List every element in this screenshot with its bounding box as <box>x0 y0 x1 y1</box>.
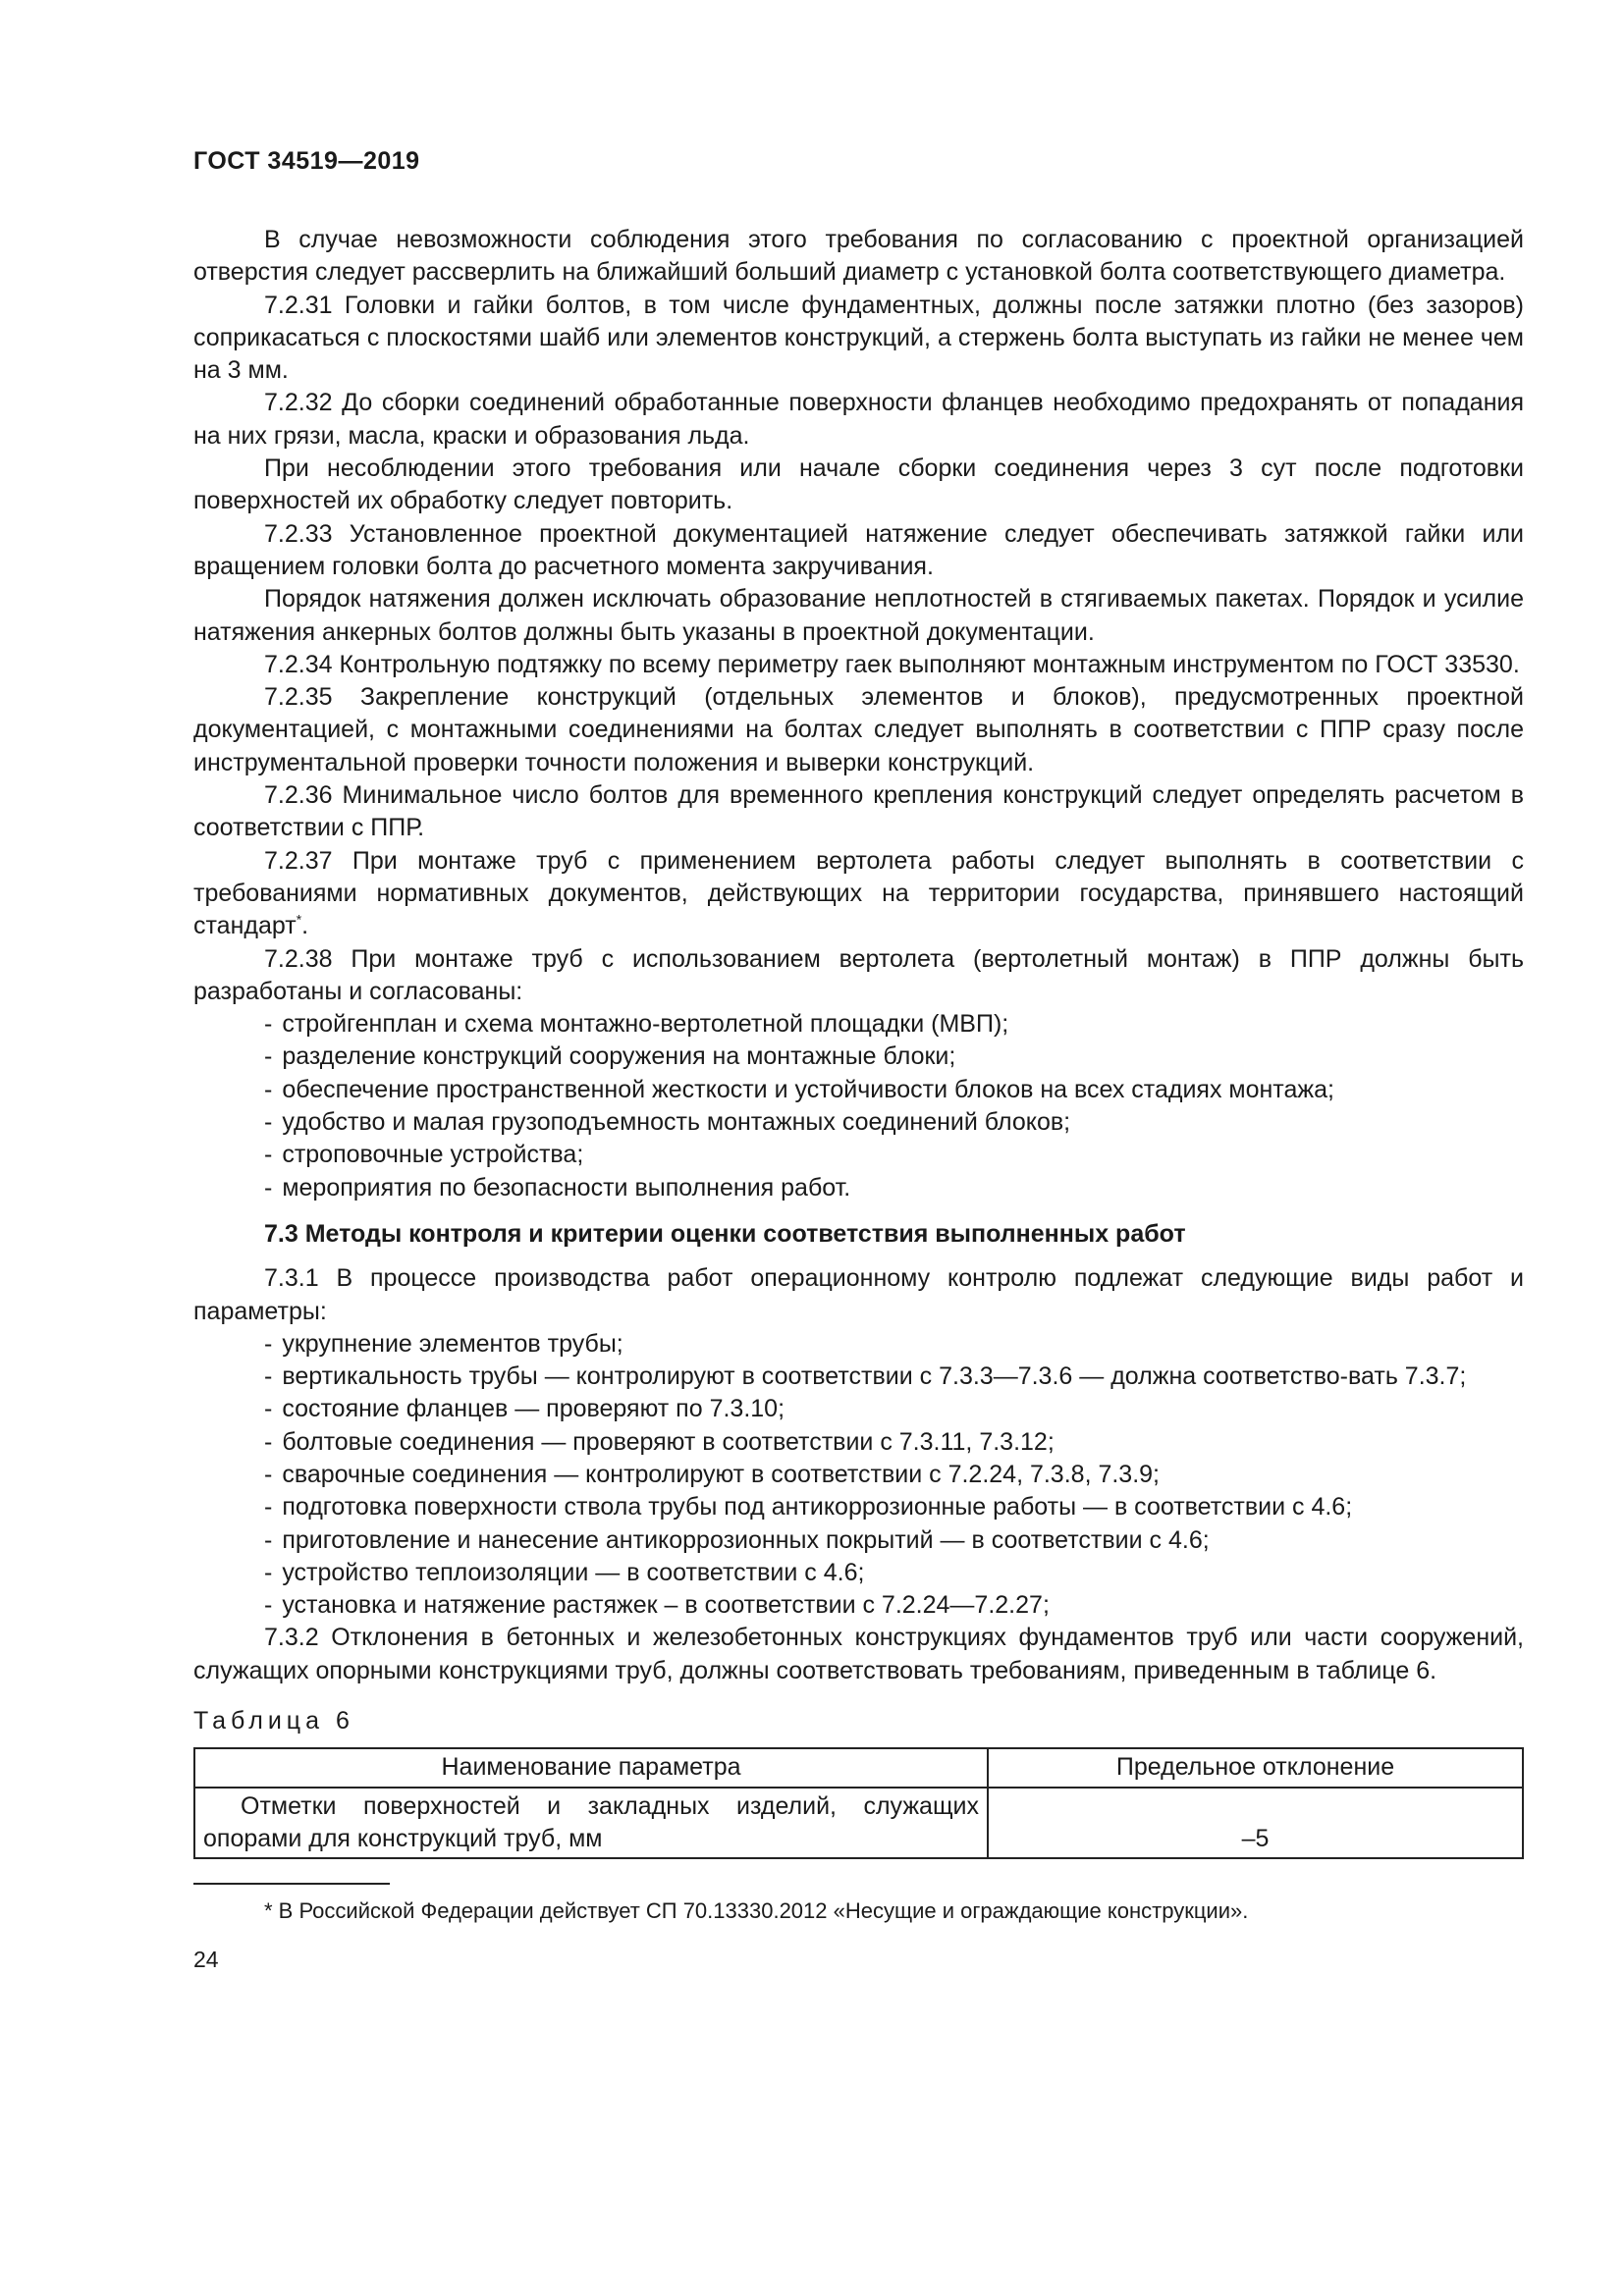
paragraph-7-2-37: 7.2.37 При монтаже труб с применением вертолета работы следует выполнять в соответствии с требованиями нормативных документов, действующих на территории государства, принявшего настоящий стандарт*. <box>193 846 1524 940</box>
paragraph: 7.3.2 Отклонения в бетонных и железобетонных конструкциях фундаментов труб или части сооружений, служащих опорными конструкциями труб, должны соответствовать требованиям, приведенным в таблице 6. <box>193 1624 1524 1684</box>
list-item: - вертикальность трубы — контролируют в соответствии с 7.3.3—7.3.6 — должна соответство-вать 7.3.7; <box>264 1362 1467 1391</box>
paragraph: 7.2.33 Установленное проектной документацией натяжение следует обеспечивать затяжкой гайки или вращением головки болта до расчетного момента закручивания. <box>193 519 1524 580</box>
list-item: - удобство и малая грузоподъемность монтажных соединений блоков; <box>264 1108 1071 1137</box>
list-item: - установка и натяжение растяжек – в соответствии с 7.2.24—7.2.27; <box>264 1591 1050 1620</box>
paragraph: Порядок натяжения должен исключать образование неплотностей в стягиваемых пакетах. Порядок и усилие натяжения анкерных болтов должны быть указаны в проектной документации. <box>193 585 1524 646</box>
table-6 <box>193 1747 1524 1859</box>
paragraph: 7.3.1 В процессе производства работ операционному контролю подлежат следующие виды работ и параметры: <box>193 1264 1524 1325</box>
paragraph: 7.2.36 Минимальное число болтов для временного крепления конструкций следует определять расчетом в соответствии с ППР. <box>193 781 1524 842</box>
paragraph: 7.2.32 До сборки соединений обработанные поверхности фланцев необходимо предохранять от попадания на них грязи, масла, краски и образования льда. <box>193 389 1524 450</box>
page-number: 24 <box>193 1946 219 1972</box>
paragraph: 7.2.34 Контрольную подтяжку по всему периметру гаек выполняют монтажным инструментом по ГОСТ 33530. <box>264 650 1520 678</box>
table-header-row <box>194 1748 1523 1787</box>
paragraph: 7.2.38 При монтаже труб с использованием вертолета (вертолетный монтаж) в ППР должны быть разработаны и согласованы: <box>193 944 1524 1005</box>
paragraph: 7.2.35 Закрепление конструкций (отдельных элементов и блоков), предусмотренных проектной документацией, с монтажными соединениями на болтах следует выполнять в соответствии с ППР сразу после инструментальной проверки точности положения и выверки конструкций. <box>193 683 1524 776</box>
paragraph: При несоблюдении этого требования или начале сборки соединения через 3 сут после подготовки поверхностей их обработку следует повторить. <box>193 454 1524 515</box>
list-item: - состояние фланцев — проверяют по 7.3.10; <box>264 1395 785 1423</box>
footnote-divider <box>193 1883 390 1885</box>
paragraph: 7.2.31 Головки и гайки болтов, в том числе фундаментных, должны после затяжки плотно (без зазоров) соприкасаться с плоскостями шайб или элементов конструкций, а стержень болта выступать из гайки не менее чем на 3 мм. <box>193 291 1524 385</box>
list-item: - приготовление и нанесение антикоррозионных покрытий — в соответствии с 4.6; <box>264 1525 1210 1554</box>
list-item: - подготовка поверхности ствола трубы под антикоррозионные работы — в соответствии с 4.6; <box>264 1493 1353 1522</box>
footnote-marker: * <box>296 911 302 928</box>
section-title: 7.3 Методы контроля и критерии оценки соответствия выполненных работ <box>264 1219 1186 1248</box>
footnote: * В Российской Федерации действует СП 70.13330.2012 «Несущие и ограждающие конструкции». <box>264 1898 1249 1924</box>
list-item: - болтовые соединения — проверяют в соответствии с 7.3.11, 7.3.12; <box>264 1427 1055 1456</box>
table-header-cell: Предельное отклонение <box>988 1748 1523 1787</box>
list-item: - устройство теплоизоляции — в соответствии с 4.6; <box>264 1558 865 1586</box>
list-b <box>193 1328 1524 1623</box>
list-item: - укрупнение элементов трубы; <box>264 1329 623 1358</box>
list-item: - сварочные соединения — контролируют в соответствии с 7.2.24, 7.3.8, 7.3.9; <box>264 1460 1161 1488</box>
table-caption: Таблица 6 <box>193 1707 354 1735</box>
document-header: ГОСТ 34519—2019 <box>193 147 420 175</box>
list-item: - обеспечение пространственной жесткости и устойчивости блоков на всех стадиях монтажа; <box>264 1075 1334 1103</box>
document-body <box>193 224 1524 1976</box>
table-cell: Отметки поверхностей и закладных изделий, служащих опорами для конструкций труб, мм <box>194 1788 988 1859</box>
list-item: - стройгенплан и схема монтажно-вертолетной площадки (МВП); <box>264 1010 1009 1039</box>
list-a <box>193 1008 1524 1204</box>
list-item: - строповочные устройства; <box>264 1141 584 1169</box>
paragraph-text: 7.2.37 При монтаже труб с применением вертолета работы следует выполнять в соответствии с требованиями нормативных документов, действующих на территории государства, принявшего настоящий стандарт <box>193 846 1524 940</box>
table-cell: –5 <box>988 1788 1523 1859</box>
list-item: - мероприятия по безопасности выполнения работ. <box>264 1173 851 1201</box>
paragraph: В случае невозможности соблюдения этого требования по согласованию с проектной организацией отверстия следует рассверлить на ближайший больший диаметр с установкой болта соответствующего диаметра. <box>193 226 1524 287</box>
table-header-cell: Наименование параметра <box>194 1748 988 1787</box>
list-item: - разделение конструкций сооружения на монтажные блоки; <box>264 1042 956 1071</box>
table-row <box>194 1788 1523 1859</box>
